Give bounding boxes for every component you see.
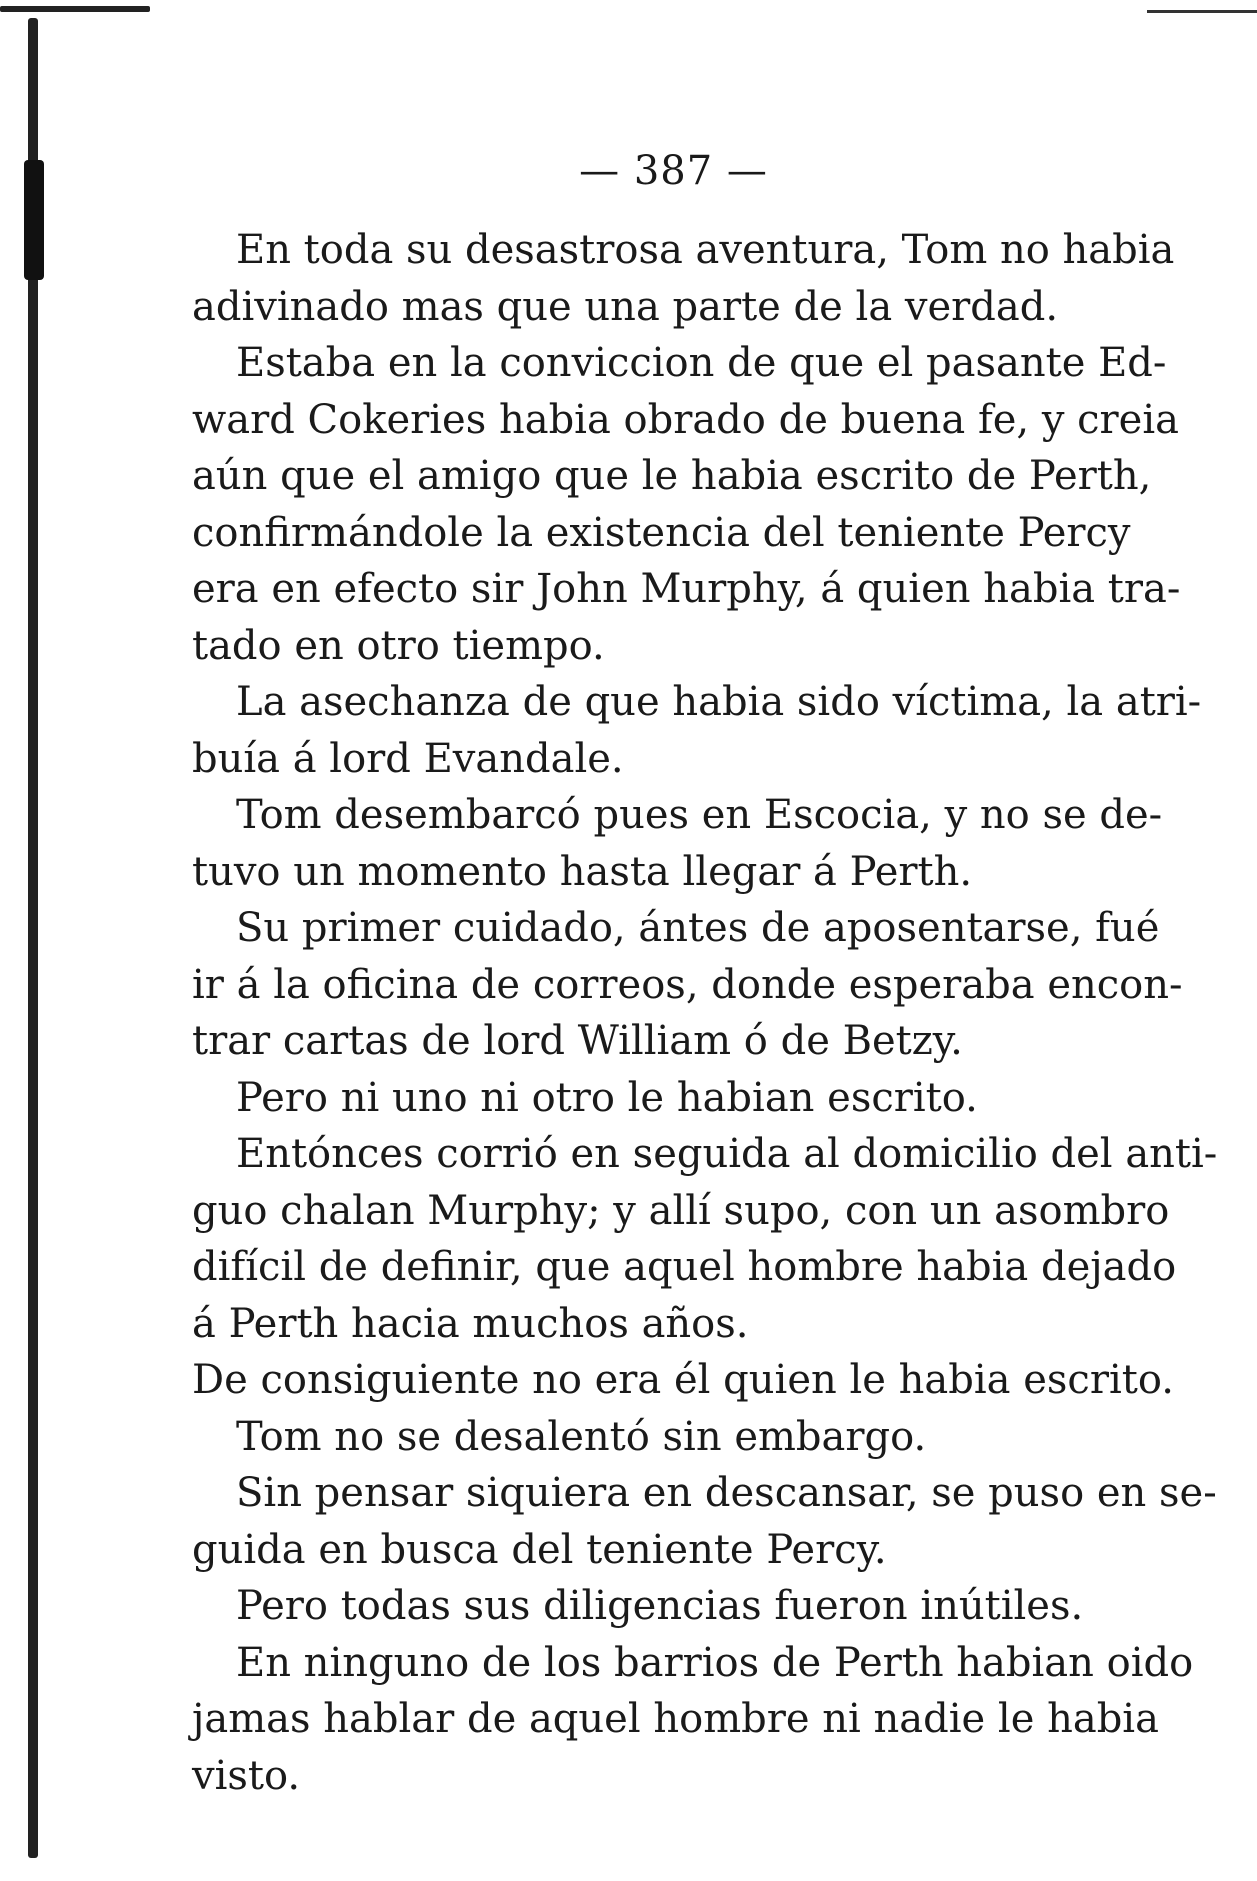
text-line: La asechanza de que habia sido víctima, la atri- [236, 679, 1202, 725]
text-line: Pero todas sus diligencias fueron inútiles. [236, 1583, 1084, 1629]
text-line: era en efecto sir John Murphy, á quien habia tra- [192, 566, 1181, 612]
text-line: En toda su desastrosa aventura, Tom no habia [236, 227, 1175, 273]
text-line: Su primer cuidado, ántes de aposentarse, fué [236, 905, 1160, 951]
top-right-rule [1147, 10, 1257, 13]
text-line: tuvo un momento hasta llegar á Perth. [192, 848, 973, 895]
text-line: buía á lord Evandale. [192, 735, 624, 782]
text-line: trar cartas de lord William ó de Betzy. [192, 1018, 963, 1064]
text-line: Tom desembarcó pues en Escocia, y no se de- [236, 792, 1163, 838]
text-line: tado en otro tiempo. [192, 622, 605, 669]
text-line: guo chalan Murphy; y allí supo, con un asombro [192, 1187, 1170, 1234]
binding-top-bar [0, 6, 150, 12]
body-text [192, 222, 1218, 1804]
text-line: aún que el amigo que le habia escrito de Perth, [192, 453, 1152, 499]
text-line: adivinado mas que una parte de la verdad. [192, 283, 1059, 330]
page-number: — 387 — [579, 148, 768, 194]
text-line: Entónces corrió en seguida al domicilio del anti- [236, 1131, 1218, 1177]
text-line: Estaba en la conviccion de que el pasante Ed- [236, 340, 1167, 386]
text-line: ward Cokeries habia obrado de buena fe, y creia [192, 396, 1179, 443]
text-line: confirmándole la existencia del teniente Percy [192, 509, 1131, 556]
text-line: ir á la oficina de correos, donde esperaba encon- [192, 961, 1183, 1008]
text-line: difícil de definir, que aquel hombre habia dejado [192, 1244, 1177, 1290]
text-line: guida en busca del teniente Percy. [192, 1526, 887, 1573]
text-line: En ninguno de los barrios de Perth habian oido [236, 1639, 1194, 1686]
text-line: Pero ni uno ni otro le habian escrito. [236, 1074, 978, 1121]
binding-rail [28, 18, 38, 1858]
text-line: jamas hablar de aquel hombre ni nadie le habia [192, 1696, 1159, 1742]
text-line: De consiguiente no era él quien le habia escrito. [192, 1357, 1174, 1403]
book-binding-edge [0, 0, 44, 1881]
text-line: á Perth hacia muchos años. [192, 1300, 749, 1347]
text-line: Sin pensar siquiera en descansar, se puso en se- [236, 1470, 1217, 1516]
text-line: visto. [192, 1752, 301, 1799]
text-line: Tom no se desalentó sin embargo. [236, 1413, 927, 1460]
